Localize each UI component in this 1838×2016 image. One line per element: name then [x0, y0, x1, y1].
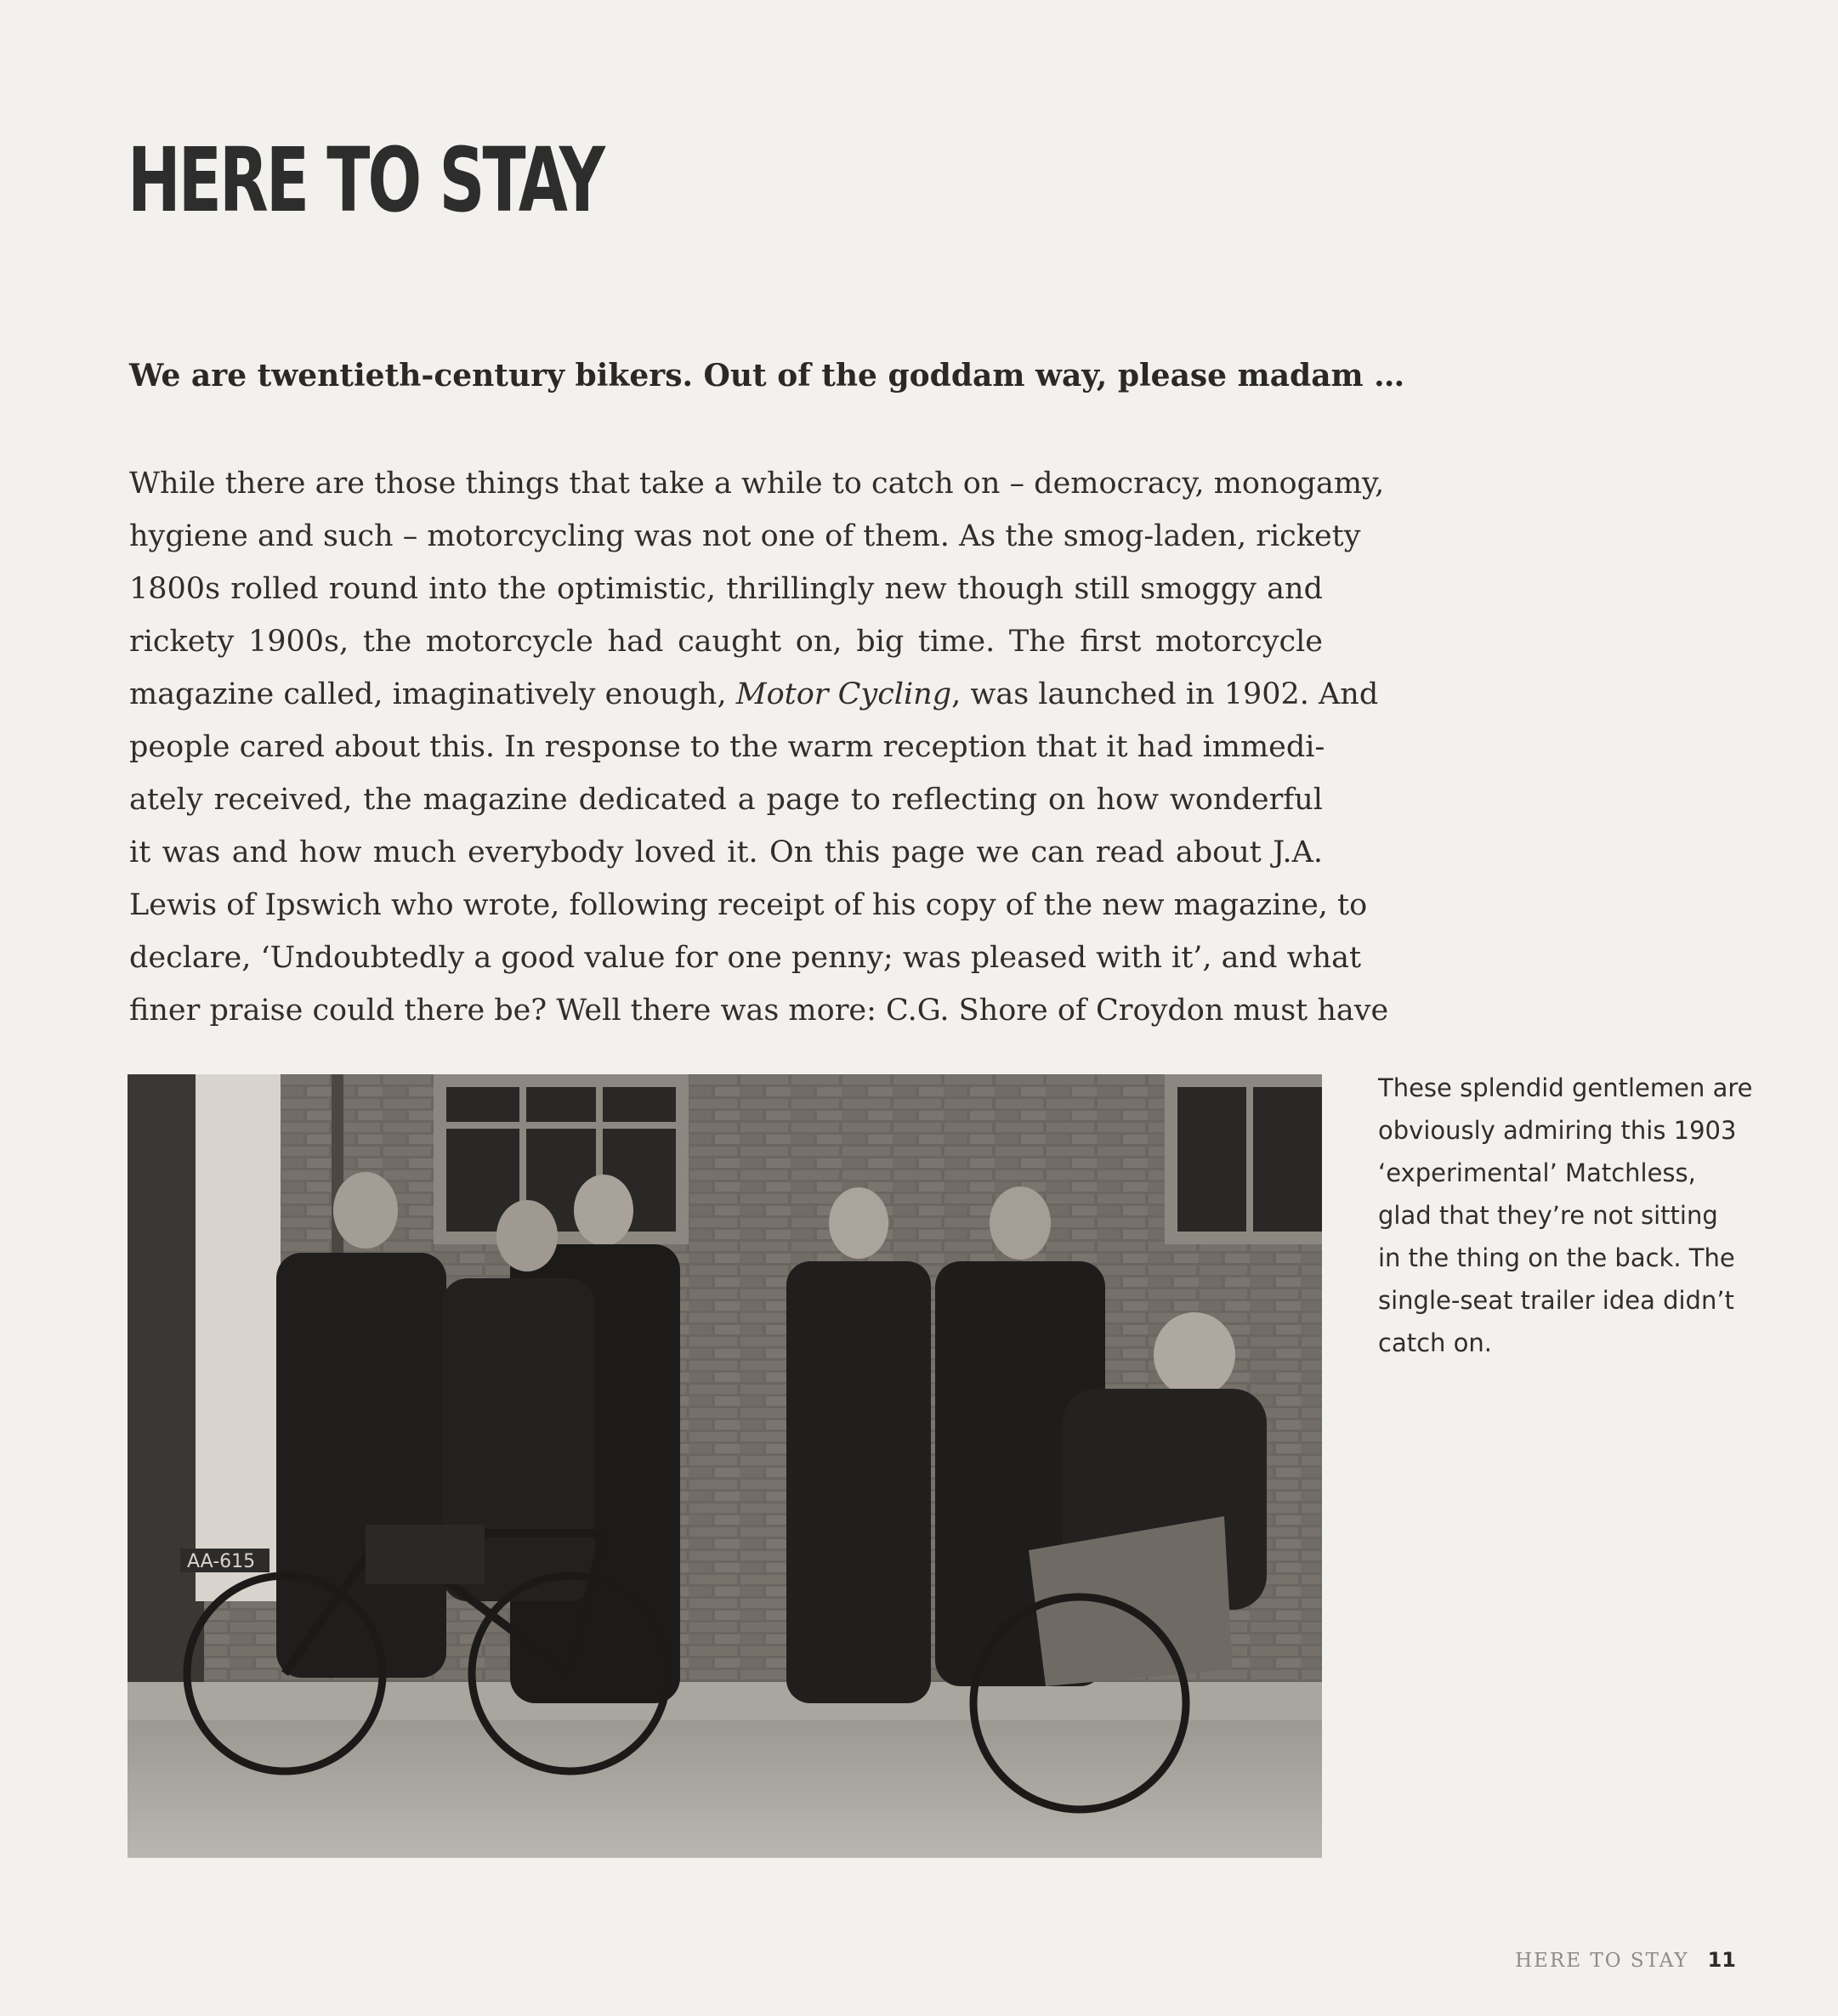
page-title: HERE TO STAY	[128, 128, 604, 232]
caption-line: ‘experimental’ Matchless,	[1378, 1158, 1696, 1187]
photo-illustration	[128, 1074, 1322, 1858]
body-line: magazine called, imaginatively enough, Motor Cycling, was launched in 1902. And	[129, 677, 1379, 711]
body-line: finer praise could there be? Well there was more: C.G. Shore of Croydon must have	[129, 994, 1389, 1028]
body-line: hygiene and such – motorcycling was not one of them. As the smog-laden, rickety	[129, 519, 1361, 553]
body-line: declare, ‘Undoubtedly a good value for one penny; was pleased with it’, and what	[129, 941, 1362, 975]
caption-line: single-seat trailer idea didn’t	[1378, 1286, 1734, 1315]
photo-caption	[1378, 1067, 1753, 1364]
caption-line: in the thing on the back. The	[1378, 1243, 1735, 1272]
page-footer	[1515, 1948, 1736, 1972]
magazine-title: Motor Cycling	[735, 677, 952, 711]
caption-line: glad that they’re not sitting	[1378, 1201, 1718, 1230]
historic-photo	[128, 1074, 1322, 1858]
running-head: HERE TO STAY	[1515, 1950, 1689, 1972]
caption-line: These splendid gentlemen are	[1378, 1073, 1753, 1102]
body-line: While there are those things that take a while to catch on – democracy, monogamy,	[129, 467, 1385, 501]
caption-line: catch on.	[1378, 1328, 1492, 1357]
body-line: Lewis of Ipswich who wrote, following receipt of his copy of the new magazine, to	[129, 888, 1368, 922]
body-line: it was and how much everybody loved it. On this page we can read about J.A.	[129, 835, 1323, 869]
page-number: 11	[1707, 1948, 1736, 1972]
body-line: ately received, the magazine dedicated a page to reflecting on how wonderful	[129, 783, 1323, 817]
body-line: rickety 1900s, the motorcycle had caught on, big time. The first motorcycle	[129, 625, 1323, 659]
number-plate: AA-615	[187, 1551, 256, 1572]
body-line: 1800s rolled round into the optimistic, thrillingly new though still smoggy and	[129, 572, 1323, 606]
standfirst: We are twentieth-century bikers. Out of the goddam way, please madam …	[129, 358, 1405, 394]
body-line: people cared about this. In response to the warm reception that it had immedi-	[129, 730, 1325, 764]
caption-line: obviously admiring this 1903	[1378, 1116, 1737, 1145]
body-text	[129, 457, 1389, 1037]
